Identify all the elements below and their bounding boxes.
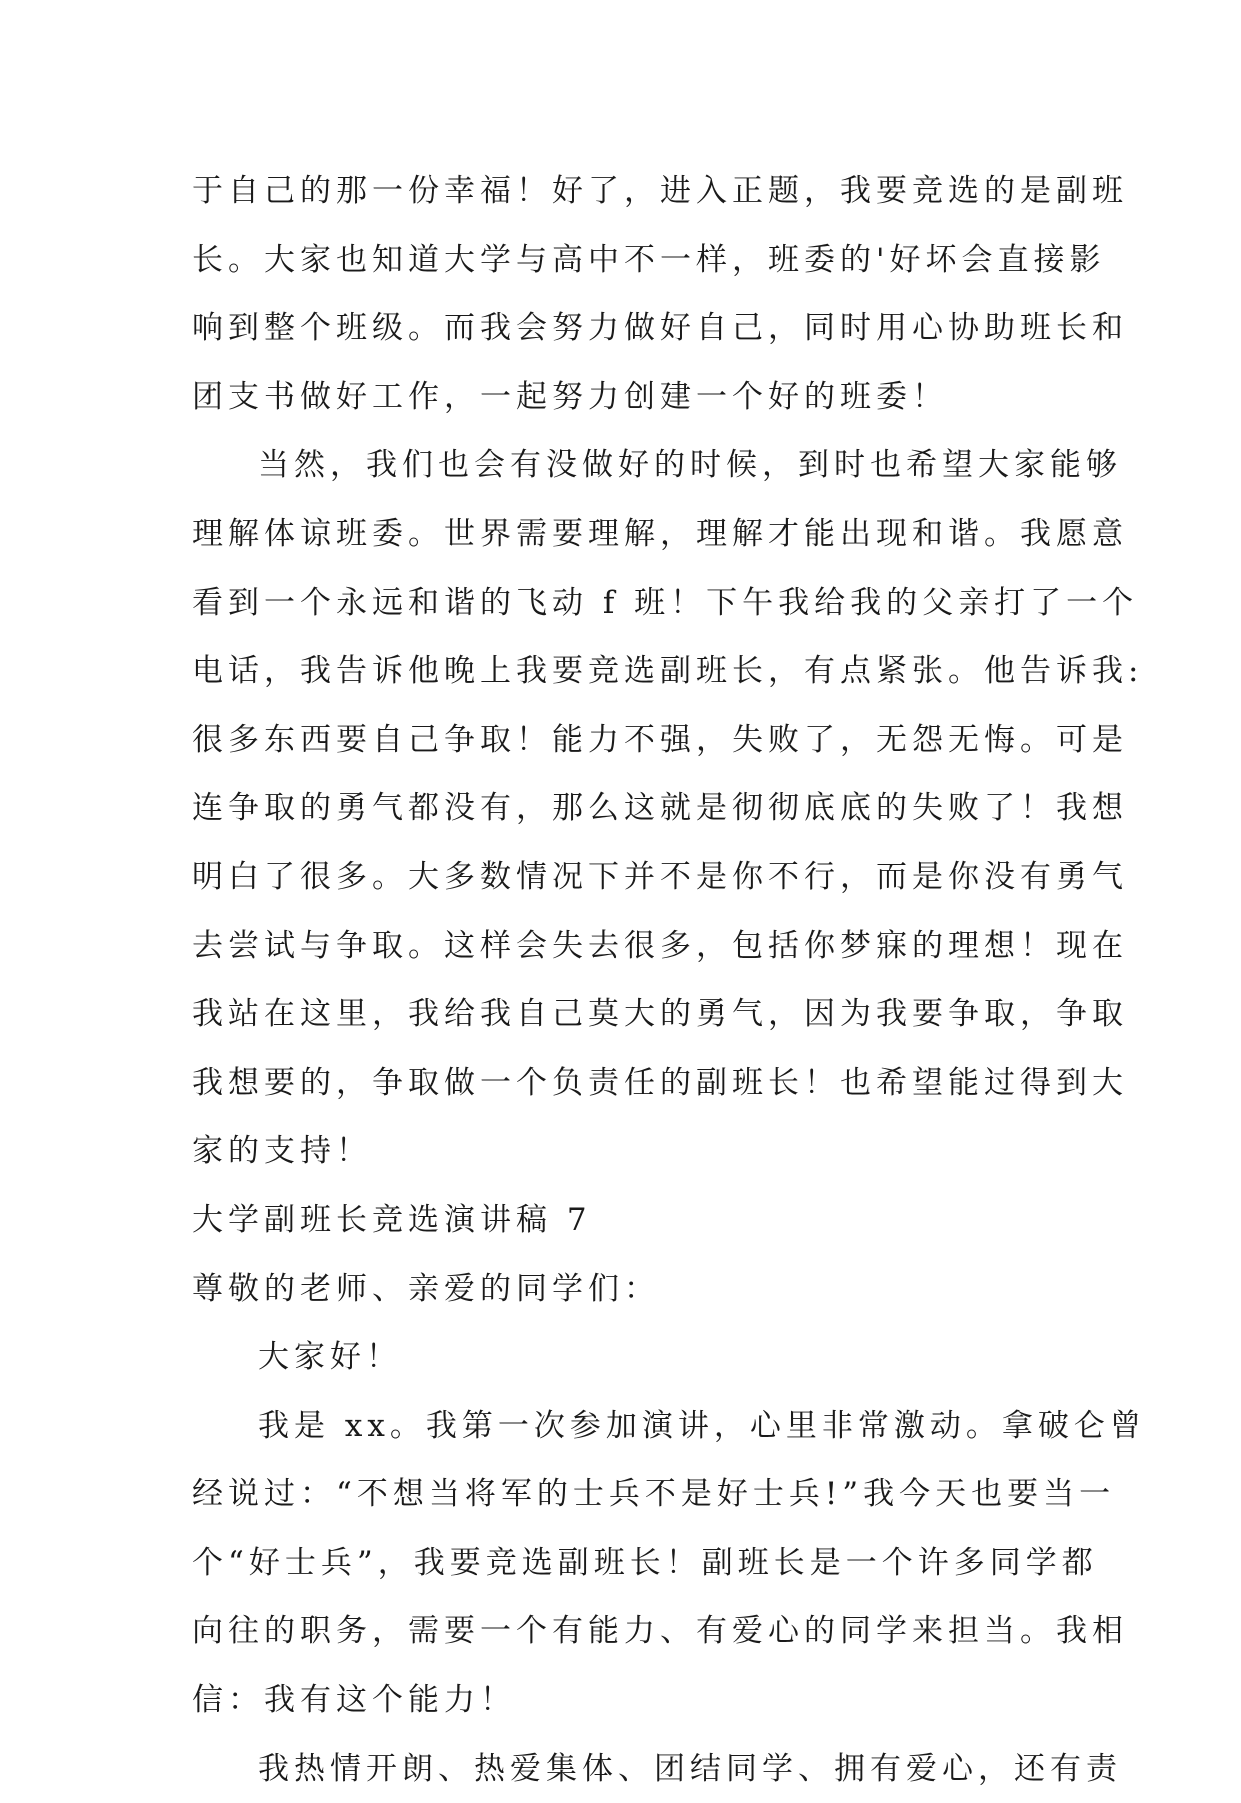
text-line: 我热情开朗、热爱集体、团结同学、拥有爱心，还有责 <box>258 1750 1122 1787</box>
text-line: 响到整个班级。而我会努力做好自己，同时用心协助班长和 <box>192 310 1128 347</box>
text-line: 很多东西要自己争取！能力不强，失败了，无怨无悔。可是 <box>192 721 1128 758</box>
text-line: 信：我有这个能力！ <box>192 1682 516 1719</box>
text-line: 团支书做好工作，一起努力创建一个好的班委！ <box>192 378 948 415</box>
text-line: 去尝试与争取。这样会失去很多，包括你梦寐的理想！现在 <box>192 927 1128 964</box>
text-line: 向往的职务，需要一个有能力、有爱心的同学来担当。我相 <box>192 1613 1128 1650</box>
text-line: 连争取的勇气都没有，那么这就是彻彻底底的失败了！我想 <box>192 790 1128 827</box>
text-line: 我是 xx。我第一次参加演讲，心里非常激动。拿破仑曾 <box>258 1407 1146 1444</box>
document-body <box>192 157 1146 1803</box>
text-line: 我想要的，争取做一个负责任的副班长！也希望能过得到大 <box>192 1064 1128 1101</box>
text-line: 大家好！ <box>258 1339 402 1376</box>
text-line: 明白了很多。大多数情况下并不是你不行，而是你没有勇气 <box>192 858 1128 895</box>
text-line: 经说过：“不想当将军的士兵不是好士兵!”我今天也要当一 <box>192 1476 1116 1513</box>
text-line: 理解体谅班委。世界需要理解，理解才能出现和谐。我愿意 <box>192 515 1128 552</box>
text-line: 大学副班长竞选演讲稿 7 <box>192 1201 592 1238</box>
text-line: 当然，我们也会有没做好的时候，到时也希望大家能够 <box>258 447 1122 484</box>
text-line: 尊敬的老师、亲爱的同学们： <box>192 1270 660 1307</box>
text-line: 长。大家也知道大学与高中不一样，班委的'好坏会直接影 <box>192 241 1106 278</box>
text-line: 电话，我告诉他晚上我要竞选副班长，有点紧张。他告诉我: <box>192 653 1144 690</box>
text-line: 于自己的那一份幸福！好了，进入正题，我要竞选的是副班 <box>192 173 1128 209</box>
text-line: 个“好士兵”，我要竞选副班长！副班长是一个许多同学都 <box>192 1544 1098 1581</box>
text-line: 我站在这里，我给我自己莫大的勇气，因为我要争取，争取 <box>192 996 1128 1033</box>
text-line: 看到一个永远和谐的飞动 f 班！下午我给我的父亲打了一个 <box>192 584 1139 621</box>
text-line: 家的支持！ <box>192 1133 372 1170</box>
